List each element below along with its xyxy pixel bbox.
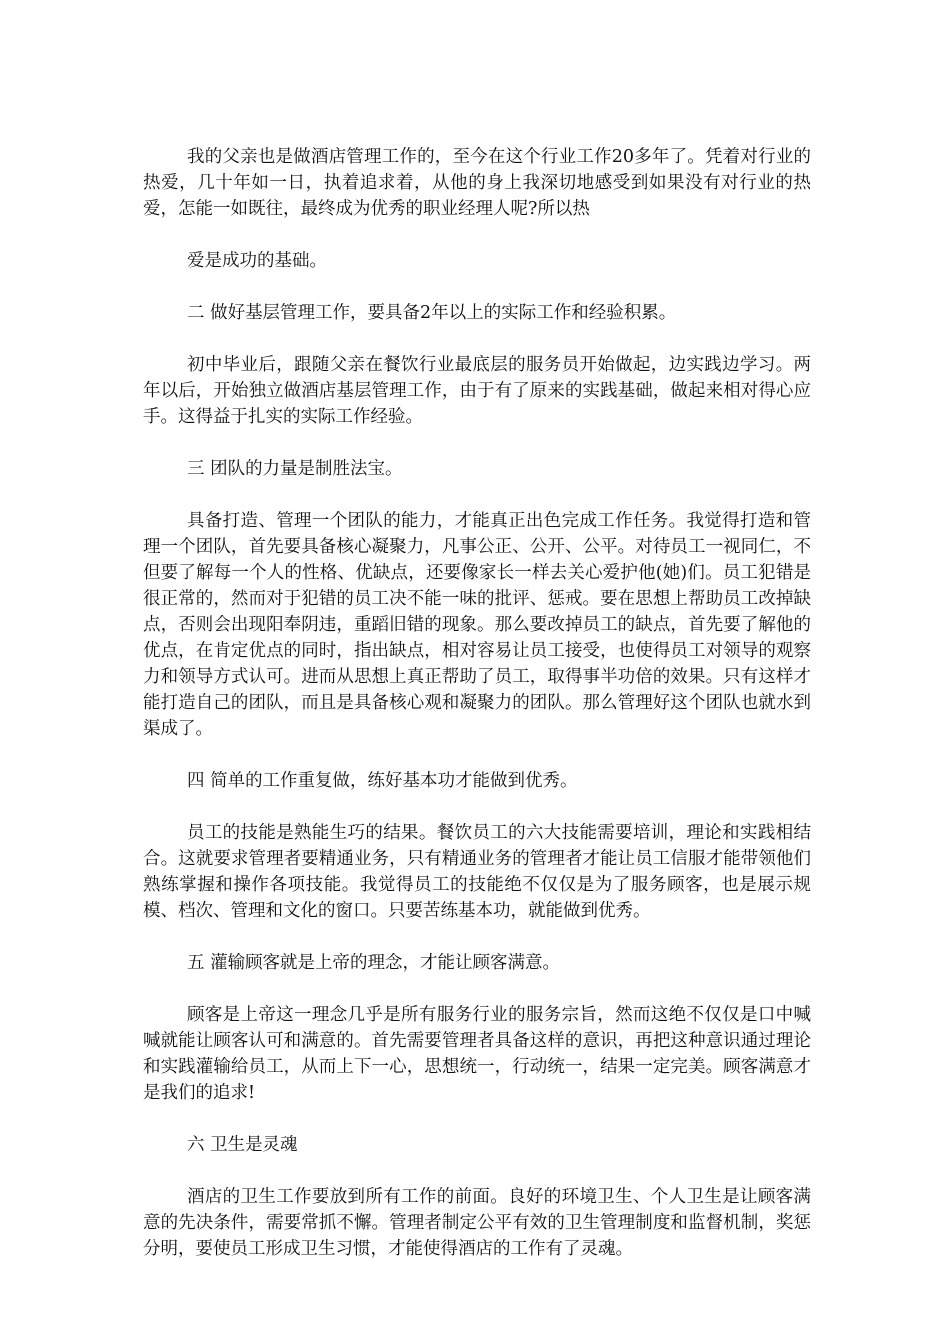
heading-section-5: 五 灌输顾客就是上帝的理念，才能让顾客满意。 bbox=[187, 953, 561, 973]
heading-section-3: 三 团队的力量是制胜法宝。 bbox=[187, 459, 403, 479]
heading-section-6: 六 卫生是灵魂 bbox=[187, 1135, 298, 1155]
paragraph-section-6: 酒店的卫生工作要放到所有工作的前面。良好的环境卫生、个人卫生是让顾客满意的先决条件，需要常抓不懈。管理者制定公平有效的卫生管理制度和监督机制，奖惩分明，要使员工形成卫生习惯，才能使得酒店的工作有了灵魂。 bbox=[143, 1187, 811, 1259]
paragraph-section-4: 员工的技能是熟能生巧的结果。餐饮员工的六大技能需要培训，理论和实践相结合。这就要求管理者要精通业务，只有精通业务的管理者才能让员工信服才能带领他们熟练掌握和操作各项技能。我觉得员工的技能绝不仅仅是为了服务顾客，也是展示规模、档次、管理和文化的窗口。只要苦练基本功，就能做到优秀。 bbox=[143, 823, 811, 921]
paragraph-section-3: 具备打造、管理一个团队的能力，才能真正出色完成工作任务。我觉得打造和管理一个团队，首先要具备核心凝聚力，凡事公正、公开、公平。对待员工一视同仁，不但要了解每一个人的性格、优缺点，还要像家长一样去关心爱护他(她)们。员工犯错是很正常的，然而对于犯错的员工决不能一味的批评、惩戒。要在思想上帮助员工改掉缺点，否则会出现阳奉阴违，重蹈旧错的现象。那么要改掉员工的缺点，首先要了解他的优点，在肯定优点的同时，指出缺点，相对容易让员工接受，也使得员工对领导的观察力和领导方式认可。进而从思想上真正帮助了员工，取得事半功倍的效果。只有这样才能打造自己的团队，而且是具备核心观和凝聚力的团队。那么管理好这个团队也就水到渠成了。 bbox=[143, 511, 811, 739]
paragraph-section-5: 顾客是上帝这一理念几乎是所有服务行业的服务宗旨，然而这绝不仅仅是口中喊喊就能让顾客认可和满意的。首先需要管理者具备这样的意识，再把这种意识通过理论和实践灌输给员工，从而上下一心，思想统一，行动统一，结果一定完美。顾客满意才是我们的追求! bbox=[143, 1005, 811, 1103]
document-body bbox=[143, 144, 811, 1262]
paragraph-father: 我的父亲也是做酒店管理工作的，至今在这个行业工作20多年了。凭着对行业的热爱，几十年如一日，执着追求着，从他的身上我深切地感受到如果没有对行业的热爱，怎能一如既往，最终成为优秀的职业经理人呢?所以热 bbox=[143, 147, 811, 219]
heading-section-4: 四 简单的工作重复做，练好基本功才能做到优秀。 bbox=[187, 771, 578, 791]
paragraph-love-foundation: 爱是成功的基础。 bbox=[187, 251, 327, 271]
paragraph-section-2: 初中毕业后，跟随父亲在餐饮行业最底层的服务员开始做起，边实践边学习。两年以后，开始独立做酒店基层管理工作，由于有了原来的实践基础，做起来相对得心应手。这得益于扎实的实际工作经验。 bbox=[143, 355, 811, 427]
heading-section-2: 二 做好基层管理工作，要具备2年以上的实际工作和经验积累。 bbox=[187, 303, 677, 323]
